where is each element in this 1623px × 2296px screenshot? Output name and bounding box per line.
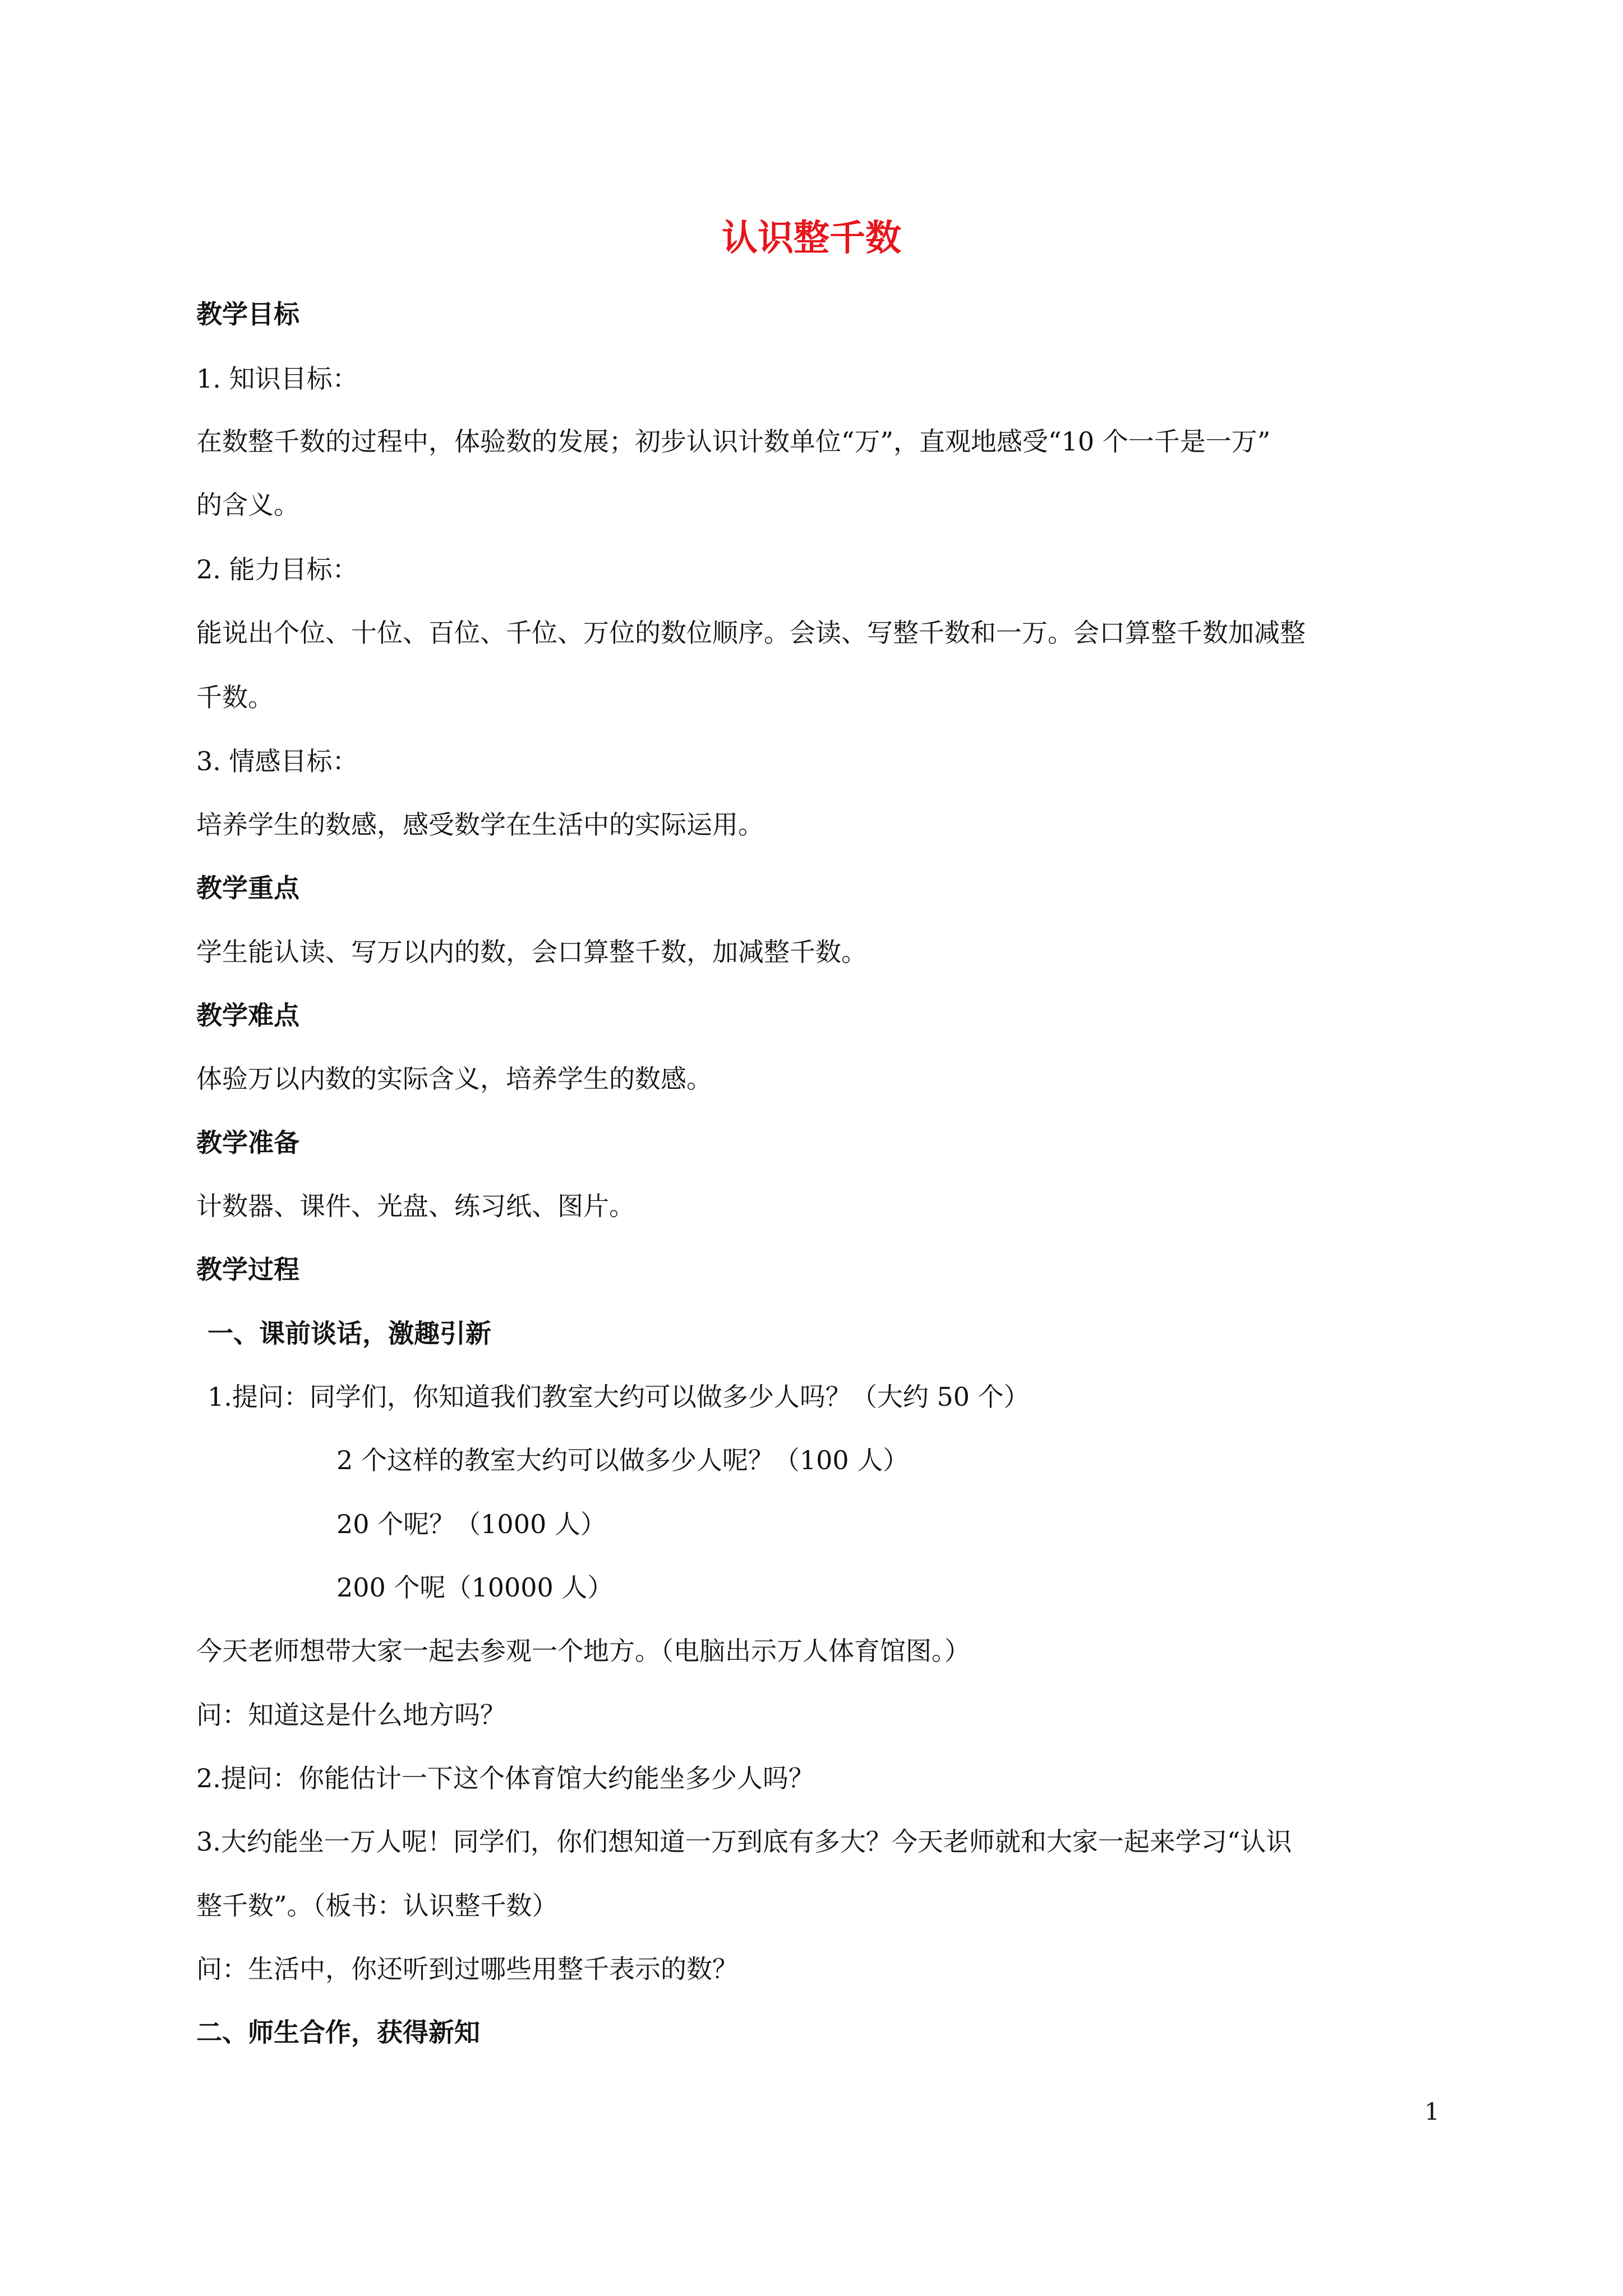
document-title: 认识整千数 [722, 218, 901, 259]
difficulties-text: 体验万以内数的实际含义，培养学生的数感。 [196, 1064, 712, 1094]
paragraph-question-life: 问：生活中，你还听到过哪些用整千表示的数？ [196, 1954, 738, 1984]
section-heading-key-points: 教学重点 [196, 873, 299, 903]
question-1: 1.提问：同学们，你知道我们教室大约可以做多少人吗？（大约 50 个） [208, 1382, 1030, 1412]
section-heading-preparation: 教学准备 [196, 1128, 299, 1158]
objective-2-text-cont: 千数。 [196, 682, 274, 712]
section-heading-process: 教学过程 [196, 1254, 299, 1285]
key-points-text: 学生能认读、写万以内的数，会口算整千数，加减整千数。 [196, 937, 867, 967]
objective-3-text: 培养学生的数感，感受数学在生活中的实际运用。 [196, 809, 764, 840]
objective-2-label: 2. 能力目标： [196, 554, 358, 585]
question-3-cont: 整千数”。（板书：认识整千数） [196, 1890, 558, 1921]
page-number: 1 [1424, 2098, 1440, 2125]
objective-3-label: 3. 情感目标： [196, 746, 358, 776]
question-3: 3.大约能坐一万人呢！同学们，你们想知道一万到底有多大？今天老师就和大家一起来学习“认识 [196, 1826, 1292, 1857]
question-1-followup-a: 2 个这样的教室大约可以做多少人呢？（100 人） [336, 1445, 909, 1475]
paragraph-visit: 今天老师想带大家一起去参观一个地方。（电脑出示万人体育馆图。） [196, 1636, 970, 1666]
objective-1-text: 在数整千数的过程中，体验数的发展；初步认识计数单位“万”，直观地感受“10 个一千是一万” [196, 426, 1271, 457]
objective-2-text: 能说出个位、十位、百位、千位、万位的数位顺序。会读、写整千数和一万。会口算整千数加减整 [196, 618, 1306, 648]
section-heading-difficulties: 教学难点 [196, 1000, 299, 1030]
subsection-heading-2: 二、师生合作，获得新知 [196, 2017, 480, 2047]
paragraph-question-place: 问：知道这是什么地方吗？ [196, 1700, 506, 1730]
preparation-text: 计数器、课件、光盘、练习纸、图片。 [196, 1191, 635, 1221]
question-1-followup-c: 200 个呢（10000 人） [336, 1572, 614, 1603]
question-2: 2.提问：你能估计一下这个体育馆大约能坐多少人吗？ [196, 1763, 814, 1793]
objective-1-label: 1. 知识目标： [196, 364, 358, 394]
objective-1-text-cont: 的含义。 [196, 490, 299, 520]
section-heading-objectives: 教学目标 [196, 299, 299, 329]
subsection-heading-1: 一、课前谈话，激趣引新 [208, 1318, 491, 1349]
question-1-followup-b: 20 个呢？（1000 人） [336, 1509, 606, 1539]
